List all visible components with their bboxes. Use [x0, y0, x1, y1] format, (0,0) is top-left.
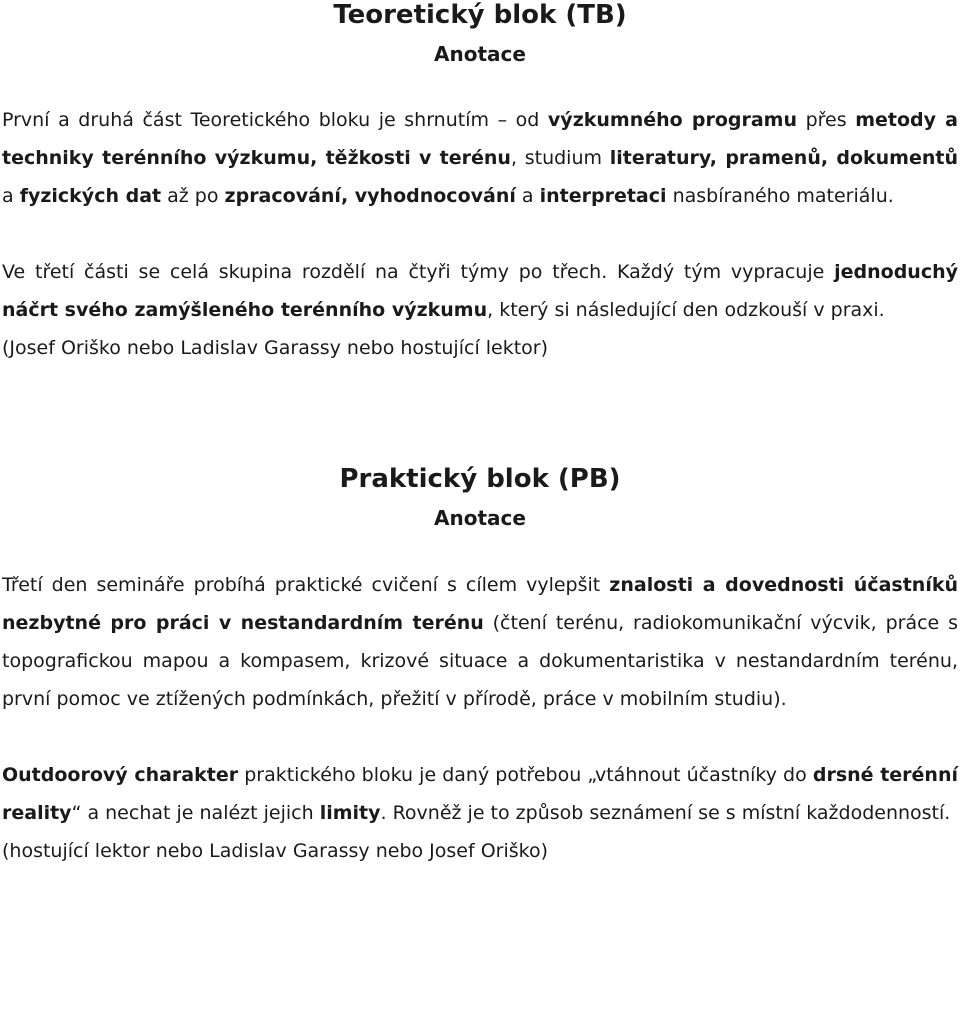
theory-block-paragraph-2	[2, 253, 958, 329]
bold-text-run: Outdoorový charakter	[2, 764, 239, 786]
practice-block-lecturers: (hostující lektor nebo Ladislav Garassy nebo Josef Oriško)	[2, 840, 549, 862]
bold-text-run: zpracování, vyhodnocování	[224, 185, 516, 207]
text-run: . Rovněž je to způsob seznámení se s místní každodenností.	[380, 802, 951, 824]
bold-text-run: jednoduchý náčrt svého zamýšleného terénního výzkumu	[2, 261, 958, 321]
bold-text-run: výzkumného programu	[547, 109, 797, 131]
bold-text-run: interpretaci	[539, 185, 667, 207]
bold-text-run: fyzických dat	[19, 185, 162, 207]
theory-block-title: Teoretický blok (TB)	[333, 0, 627, 30]
text-run: Třetí den semináře probíhá praktické cvičení s cílem vylepšit	[2, 574, 610, 596]
text-run: , který si následující den odzkouší v praxi.	[487, 299, 885, 321]
text-run: až po	[161, 185, 225, 207]
practice-block-paragraph-2	[2, 756, 958, 832]
text-run: a	[515, 185, 540, 207]
bold-text-run: literatury, pramenů, dokumentů	[609, 147, 958, 169]
theory-block-annotation-heading: Anotace	[434, 42, 526, 66]
bold-text-run: drsné terénní reality	[2, 764, 958, 824]
practice-block-paragraph-1	[2, 566, 958, 718]
practice-block-annotation-heading: Anotace	[434, 506, 526, 530]
text-run: (čtení terénu, radiokomunikační výcvik, práce s topografickou mapou a kompasem, krizové situace a dokumentaristika v nestandardním terénu, první pomoc ve ztížených podmínkách, přežití v přírodě, práce v mobilním studiu).	[2, 612, 958, 710]
text-run: “ a nechat je nalézt jejich	[71, 802, 320, 824]
text-run: nasbíraného materiálu.	[666, 185, 894, 207]
theory-block-paragraph-1	[2, 101, 958, 215]
text-run: praktického bloku je daný potřebou „vtáhnout účastníky do	[238, 764, 813, 786]
text-run: a	[2, 185, 20, 207]
text-run: , studium	[510, 147, 610, 169]
text-run: Ve třetí části se celá skupina rozdělí na čtyři týmy po třech. Každý tým vypracuje	[2, 261, 835, 283]
bold-text-run: limity	[319, 802, 381, 824]
text-run: První a druhá část Teoretického bloku je shrnutím – od	[2, 109, 548, 131]
bold-text-run: znalosti a dovednosti účastníků nezbytné pro práci v nestandardním terénu	[2, 574, 958, 634]
text-run: přes	[797, 109, 856, 131]
practice-block-title: Praktický blok (PB)	[339, 464, 621, 494]
bold-text-run: metody a techniky terénního výzkumu, těžkosti v terénu	[2, 109, 958, 169]
theory-block-lecturers: (Josef Oriško nebo Ladislav Garassy nebo hostující lektor)	[2, 337, 549, 359]
